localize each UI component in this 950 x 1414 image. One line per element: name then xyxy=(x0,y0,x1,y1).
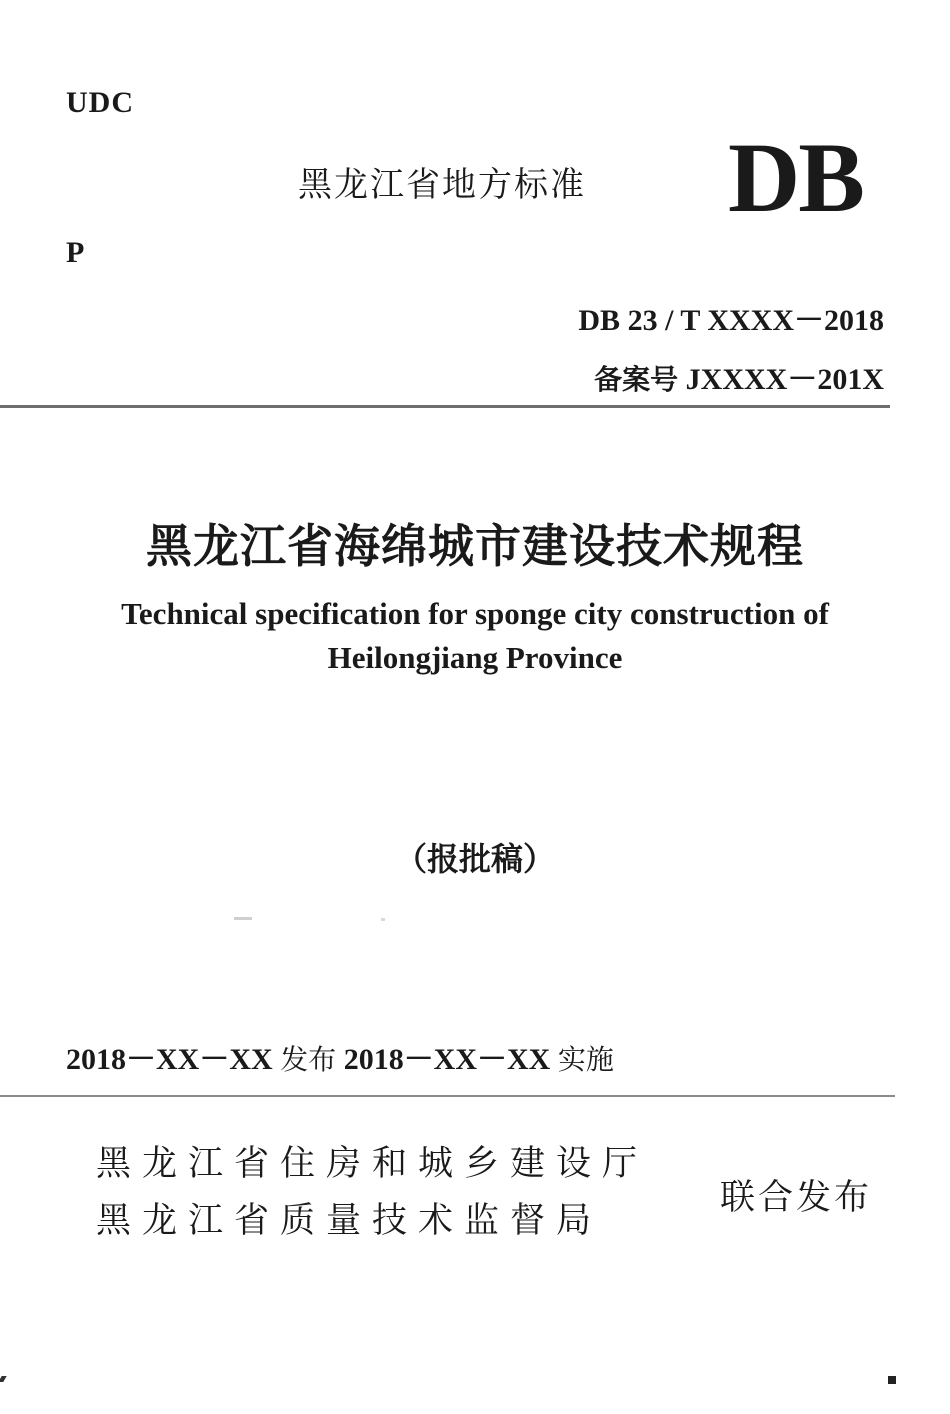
footer-divider xyxy=(0,1095,895,1097)
scan-speck xyxy=(381,918,385,921)
category-code: P xyxy=(66,236,85,269)
draft-status: （报批稿） xyxy=(394,840,555,878)
joint-issue-label: 联合发布 xyxy=(720,1178,873,1218)
scan-mark-left xyxy=(0,1376,7,1382)
record-label: 备案号 xyxy=(594,363,679,396)
title-chinese: 黑龙江省海绵城市建设技术规程 xyxy=(146,519,804,573)
record-number-line xyxy=(594,354,884,398)
implement-label: 实施 xyxy=(557,1043,614,1076)
record-number: JXXXX－201X xyxy=(685,363,884,396)
publish-label: 发布 xyxy=(280,1043,337,1076)
scan-mark-right xyxy=(888,1376,896,1384)
issuer-quality-bureau: 黑龙江省质量技术监督局 xyxy=(96,1201,603,1241)
header-divider xyxy=(0,405,890,408)
udc-label: UDC xyxy=(66,86,134,119)
standard-number: DB 23 / T XXXX－2018 xyxy=(578,304,884,337)
dates-line xyxy=(66,1034,614,1078)
scan-speck xyxy=(234,917,252,920)
publish-date: 2018－XX－XX xyxy=(66,1043,273,1076)
db-mark: DB xyxy=(728,122,863,233)
title-english-line1: Technical specification for sponge city construction of xyxy=(121,596,829,631)
title-english xyxy=(60,592,890,680)
title-english-line2: Heilongjiang Province xyxy=(327,640,623,675)
standard-type: 黑龙江省地方标准 xyxy=(298,165,586,205)
implement-date: 2018－XX－XX xyxy=(343,1043,551,1076)
issuer-housing-department: 黑龙江省住房和城乡建设厅 xyxy=(96,1144,649,1184)
